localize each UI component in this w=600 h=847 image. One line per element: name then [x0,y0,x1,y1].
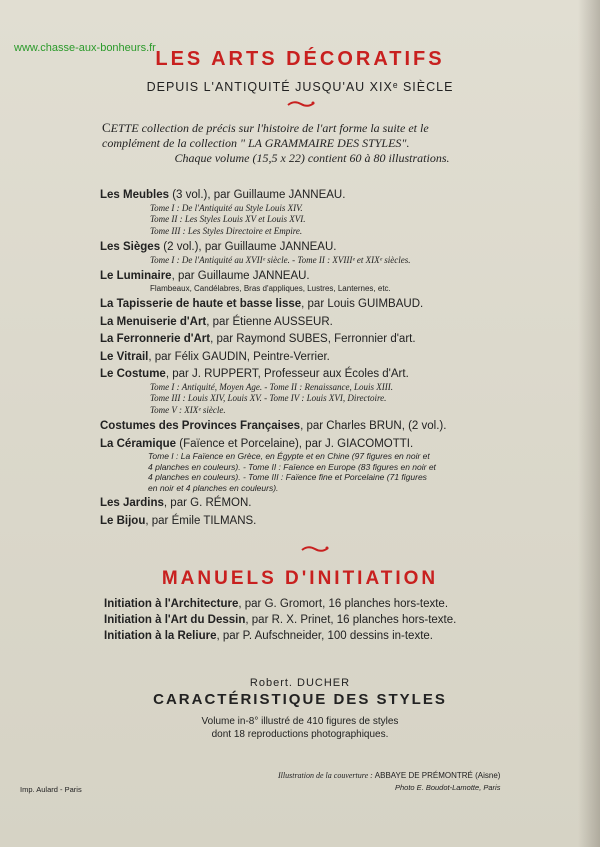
printer-credit: Imp. Aulard - Paris [20,785,82,794]
entry-vitrail: Le Vitrail, par Félix GAUDIN, Peintre-Verrier. [100,350,330,363]
manuel-item: Initiation à l'Art du Dessin, par R. X. Prinet, 16 planches hors-texte. [104,614,457,626]
manuel-item: Initiation à l'Architecture, par G. Gromort, 16 planches hors-texte. [104,598,449,610]
ducher-description: Volume in-8° illustré de 410 figures de styles dont 18 reproductions photographiques. [201,716,399,740]
entry-meubles-tome: Tome III : Les Styles Directoire et Empire. [150,225,303,236]
entry-sieges-tomes: Tome I : De l'Antiquité au XVIIᵉ siècle. - Tome II : XVIIIᵉ et XIXᵉ siècles. [150,254,411,265]
entry-sieges: Les Sièges (2 vol.), par Guillaume JANNEAU. [100,241,337,253]
intro-drop-cap: C [102,120,111,135]
ducher-author: Robert. DUCHER [249,677,351,689]
intro-line-1: ETTE collection de précis sur l'histoire de l'art forme la suite et le [110,121,429,135]
entry-luminaire: Le Luminaire, par Guillaume JANNEAU. [100,270,310,282]
photo-credit: Photo E. Boudot-Lamotte, Paris [394,783,501,792]
intro-line-2: complément de la collection " LA GRAMMAIRE DES STYLES". [102,136,410,150]
entry-ceramique-tome: 4 planches en couleurs). - Tome III : Faïence fine et Porcelaine (71 figures [148,472,427,482]
watermark-url: www.chasse-aux-bonheurs.fr [14,42,156,54]
manuels-list [104,596,544,644]
entry-ceramique-tome: Tome I : La Faïence en Grèce, en Égypte et en Chine (97 figures en noir et [148,451,430,461]
entry-provinces: Costumes des Provinces Françaises, par Charles BRUN, (2 vol.). [100,420,447,432]
entry-costume: Le Costume, par J. RUPPERT, Professeur aux Écoles d'Art. [100,368,409,380]
entry-ceramique: La Céramique (Faïence et Porcelaine), par J. GIACOMOTTI. [100,437,414,450]
entry-bijou: Le Bijou, par Émile TILMANS. [100,514,257,527]
entry-ferronnerie: La Ferronnerie d'Art, par Raymond SUBES, Ferronnier d'art. [100,333,416,345]
cover-illustration-credit: Illustration de la couverture : ABBAYE DE PRÉMONTRÉ (Aisne) Photo E. Boudot-Lamotte, Paris [278,771,501,792]
entry-costume-tome: Tome III : Louis XIV, Louis XV. - Tome IV : Louis XVI, Directoire. [150,393,387,403]
ducher-title: CARACTÉRISTIQUE DES STYLES [153,691,447,708]
collection-list [100,188,530,528]
entry-tapisserie: La Tapisserie de haute et basse lisse, par Louis GUIMBAUD. [100,298,424,310]
manuels-title: MANUELS D'INITIATION [161,568,439,589]
entry-costume-tome: Tome V : XIXᵉ siècle. [150,404,226,415]
entry-meubles-tome: Tome I : De l'Antiquité au Style Louis XIV. [150,202,303,213]
entry-menuiserie: La Menuiserie d'Art, par Étienne AUSSEUR. [100,315,333,328]
entry-luminaire-sub: Flambeaux, Candélabres, Bras d'appliques, Lustres, Lanternes, etc. [150,283,391,293]
page-title: LES ARTS DÉCORATIFS [155,48,445,70]
entry-ceramique-tome: 4 planches en couleurs). - Tome II : Faïence en Europe (83 figures en noir et [148,461,436,472]
entry-jardins: Les Jardins, par G. RÉMON. [100,497,252,509]
entry-meubles: Les Meubles (3 vol.), par Guillaume JANNEAU. [100,189,346,201]
ornament-icon [286,99,316,109]
entry-ceramique-tome: en noir et 4 planches en couleurs). [148,482,279,493]
page-subtitle: DEPUIS L'ANTIQUITÉ JUSQU'AU XIXᵉ SIÈCLE [146,80,454,94]
intro-paragraph [102,120,522,166]
entry-costume-tome: Tome I : Antiquité, Moyen Age. - Tome II : Renaissance, Louis XIII. [150,381,393,392]
ornament-icon [300,544,330,554]
entry-meubles-tome: Tome II : Les Styles Louis XV et Louis XVI. [150,214,306,224]
intro-line-3: Chaque volume (15,5 x 22) contient 60 à 80 illustrations. [174,151,450,165]
manuel-item: Initiation à la Reliure, par P. Aufschneider, 100 dessins in-texte. [104,630,433,642]
